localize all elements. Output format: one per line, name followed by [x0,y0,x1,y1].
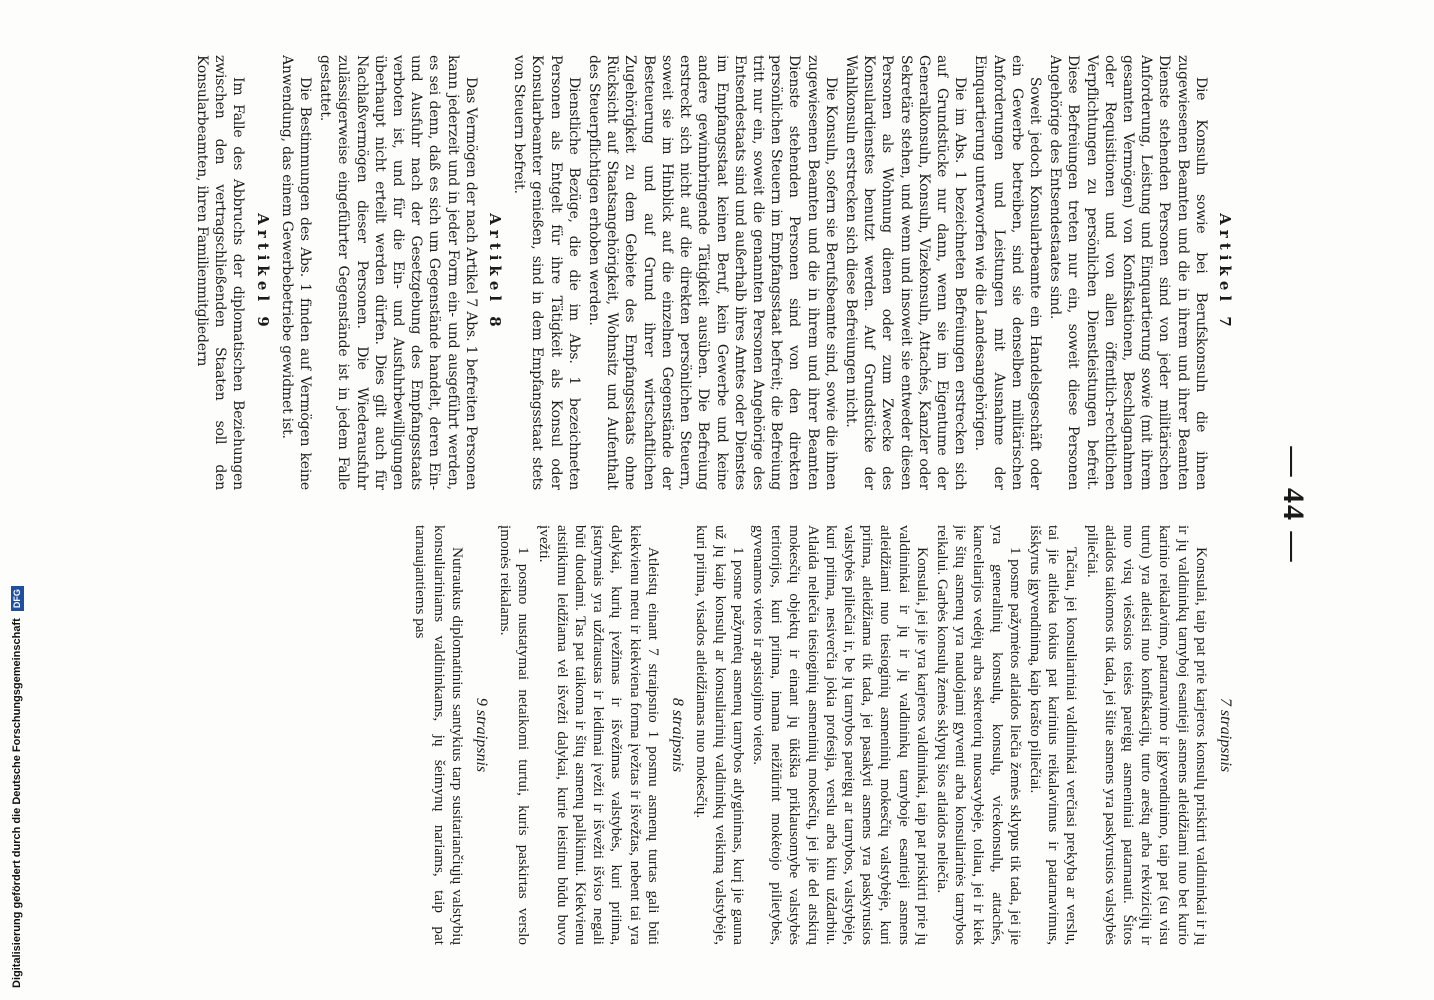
lithuanian-paragraph: 1 posmo nustatymai netaikomi turtui, kuris paskirtas verslo įmonės reikalams. [497,525,533,945]
german-paragraph: Im Falle des Abbruchs der diplomatischen Beziehungen zwischen den vertragschließenden Staaten soll den Konsularbeamten, ihren Familienmitgliedern [194,55,247,490]
german-paragraph: Soweit jedoch Konsularbeamte ein Handelsgeschäft oder ein Gewerbe betreiben, sind sie denselben militärischen Anforderungen und Leistungen mit Ausnahme der Einquartierung unterworfen wie die Landesangehörigen. [972,55,1043,490]
dfg-logo: DFG [11,586,24,611]
german-column [140,55,1240,490]
digitization-credit [8,0,26,1000]
digitization-credit-strip [8,0,26,1000]
lithuanian-paragraph: Atleistų einant 7 straipsnio 1 posmu asmenų turtas gali būti kiekvienu metu ir kiekviena forma įvežtas ir išvežtas, nebent tai yra dalykai, kurių įvežimas ir išvežimas valstybės, kuri priima, įstatymais yra uždraustas ir leidimai įvežti ir išvežti išviso negali būti duodami. Tas pat taikoma ir šitų asmenų palikimui. Kiekvienu atsitikimu leidžiama vėl išvežti dalykai, kurie leistinu būdu buvo įvežti. [535,525,662,945]
lithuanian-paragraph: Konsulai, jei jie yra karjeros valdininkai, taip pat priskirti prie jų valdininkai ir jų ir jų valdininkų tarnyboje esantieji asmens atleidžiami nuo tiesioginių asmeninių mokesčių valstybėje, kuri priima, atleidžiama tik tada, jei pasakyti asmens yra paskyrusios valstybės piliečiai ir, be jų tarnybos pareigų ar tarnybos, valstybėje, kuri priima, nesiverčia jokia profesija, verslu arba kitu uždarbiu. Atlaida neliečia tiesioginių asmeninių mokesčių, jei jie del atskirų mokesčių objektų ir einant jų ūkiška priklausomybe valstybės teritorijos, kuri priima, imama neižiūrint mokėtojo pilietybės, gyvenamos vietos ir apsistojimo vietos. [749,525,931,945]
lithuanian-paragraph: 1 posme pažymėtos atlaidos liečia žemės sklypus tik tada, jei jie yra generalinių konsulų, konsulų, vicekonsulų, attachés, kanceliarijos vedėjų arba sekretorių nuosavybėje, toliau, jei ir kiek jie šitų asmenų yra naudojami gyventi arba konsuliarinės tarnybos reikalui. Garbės konsulų žemės sklypų šios atlaidos neliečia. [933,525,1024,945]
lithuanian-paragraph: 1 posme pažymėtų asmenų tarnybos atlyginimas, kurį jie gauna už jų kaip konsulų ar konsuliarinių valdininkų veikimą valstybėje, kuri priima, visados atleidžiamas nuo mokesčių. [693,525,747,945]
german-heading: Artikel 7 [1216,213,1234,332]
german-paragraph: Dienstliche Bezüge, die die im Abs. 1 bezeichneten Personen als Entgelt für ihre Tätigkeit als Konsul oder Konsularbeamter genießen, sind in dem Empfangsstaat stets von Steuern befreit. [511,55,582,490]
lithuanian-heading: 7 straipsnis [1217,697,1234,773]
lithuanian-paragraph: Nutraukus diplomatinius santykius tarp susitariančiųjų valstybių konsuliariniams valdininkams, jų šeimynų nariams, taip pat tarnaujantiems pas [412,525,466,945]
lithuanian-heading: 8 straipsnis [669,697,687,773]
lithuanian-column [140,525,1240,945]
lithuanian-paragraph: Tačiau, jei konsuliariniai valdininkai verčiasi prekyba ar verslu, tai jie atlieka tokius pat karinius reikalavimus ir patarnavimus, išskyrus įgyvendinimą, kaip krašto piliečiai. [1026,525,1081,945]
german-paragraph: Die Konsuln, sofern sie Berufsbeamte sind, sowie die ihnen zugewiesenen Beamten und die in ihrem und ihrer Beamten Dienste stehenden Personen sind von den direkten persönlichen Steuern im Empfangsstaat befreit; die Befreiung tritt nur ein, soweit die genannten Personen Angehörige des Entsendestaats sind und außerhalb ihres Amtes oder Dienstes im Empfangsstaat keinen Beruf, kein Gewerbe und keine andere gewinnbringende Tätigkeit ausüben. Die Befreiung erstreckt sich nicht auf die direkten persönlichen Steuern, soweit sie im Hinblick auf die einzelnen Gegenstände der Besteuerung und auf Grund ihrer wirtschaftlichen Zugehörigkeit zu dem Gebiete des Empfangsstaats ohne Rücksicht auf Staatsangehörigkeit, Wohnsitz und Aufenthalt des Steuerpflichtigen erhoben werden. [586,55,839,490]
page-number: — 44 — [1277,446,1310,564]
german-paragraph: Die Bestimmungen des Abs. 1 finden auf Vermögen keine Anwendung, das einem Gewerbebetriebe gewidmet ist. [278,55,314,490]
german-paragraph: Die im Abs. 1 bezeichneten Befreiungen erstrecken sich auf Grundstücke nur dann, wenn sie im Eigentume der Generalkonsuln, Konsuln, Vizekonsuln, Attachés, Kanzler oder Sekretäre stehen, und wenn und insoweit sie entweder diesen Personen als Wohnung dienen oder zum Zwecke des Konsulardienstes benutzt werden. Auf Grundstücke der Wahlkonsuln erstrecken sich diese Befreiungen nicht. [842,55,969,490]
german-paragraph: Das Vermögen der nach Artikel 7 Abs. 1 befreiten Personen kann jederzeit und in jeder Form ein- und ausgeführt werden, es sei denn, daß es sich um Gegenstände handelt, deren Ein- und Ausfuhr nach der Gesetzgebung des Empfangsstaats verboten ist, und für die Ein- und Ausfuhrbewilligungen überhaupt nicht erteilt werden dürfen. Dies gilt auch für Nachlaßvermögen dieser Personen. Die Wiederausfuhr zulässigerweise eingeführter Gegenstände ist in jedem Falle gestattet. [317,55,479,490]
rotated-page-content [130,55,1310,955]
lithuanian-paragraph: Konsulai, taip pat prie karjeros konsulų priskirti valdininkai ir jų ir jų valdininkų tarnyboj esantieji asmens atleidžiami nuo bet kurio karinio reikalavimo, patarnavimo ir įgyvendinimo, taip pat (su visu turtu) yra atleisti nuo konfiskacijų, turto areštų arba rekvizicijų ir nuo visų viešosios teisės pareigų asmeniniai patarnauti. Šitos atlaidos taikomos tik tada, jei šitie asmens yra paskyrusios valstybės piliečiai. [1083,525,1210,945]
german-paragraph: Die Konsuln sowie bei Berufskonsuln die ihnen zugewiesenen Beamten und die in ihrem und ihrer Beamten Dienste stehenden Personen sind von jeder militärischen Anforderung, Leistung und Einquartierung sowie (mit ihrem gesamten Vermögen) von Konfiskationen, Beschlagnahmen oder Requisitionen und von allen öffentlich-rechtlichen Verpflichtungen zu persönlichen Dienstleistungen befreit. Diese Befreiungen treten nur ein, soweit diese Personen Angehörige des Entsendestaates sind. [1047,55,1209,490]
german-heading: Artikel 8 [486,213,505,332]
credit-text: Digitalisierung gefördert durch die Deutsche Forschungsgemeinschaft [11,618,23,988]
lithuanian-heading: 9 straipsnis [473,697,491,773]
german-heading: Artikel 9 [253,213,272,332]
